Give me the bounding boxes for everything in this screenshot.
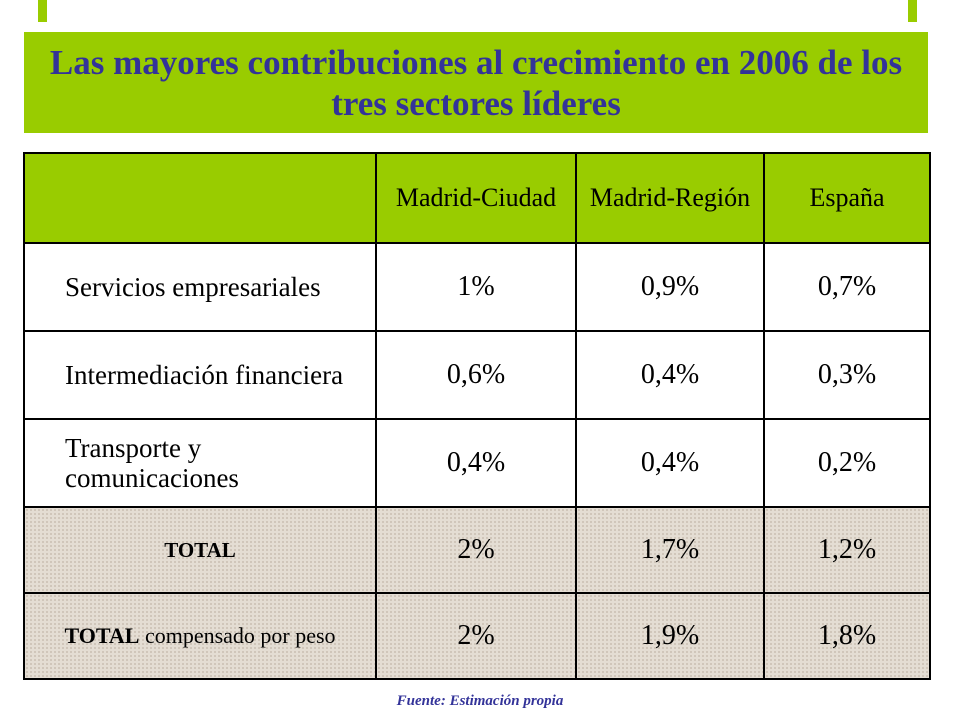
value-cell: 1% <box>376 243 576 331</box>
value-cell: 0,3% <box>764 331 930 419</box>
table-row <box>24 331 930 419</box>
header-madrid-region: Madrid-Región <box>576 153 764 243</box>
total-value-cell: 2% <box>376 593 576 679</box>
table-row <box>24 419 930 507</box>
row-label: Intermediación financiera <box>24 331 376 419</box>
total-label <box>24 507 376 593</box>
total-row <box>24 507 930 593</box>
decorative-bar-left <box>38 0 47 22</box>
value-cell: 0,4% <box>376 419 576 507</box>
value-cell: 0,6% <box>376 331 576 419</box>
weighted-total-row <box>24 593 930 679</box>
total-value-cell: 1,8% <box>764 593 930 679</box>
value-cell: 0,9% <box>576 243 764 331</box>
total-label-bold: TOTAL <box>164 538 236 562</box>
header-espana: España <box>764 153 930 243</box>
total-value-cell: 2% <box>376 507 576 593</box>
total-value-cell: 1,2% <box>764 507 930 593</box>
row-label: Transporte y comunicaciones <box>24 419 376 507</box>
decorative-bar-right <box>908 0 917 22</box>
table-header-row <box>24 153 930 243</box>
weighted-total-label <box>24 593 376 679</box>
title-banner <box>24 32 928 133</box>
weighted-total-label-bold: TOTAL <box>64 623 140 648</box>
table-row <box>24 243 930 331</box>
value-cell: 0,2% <box>764 419 930 507</box>
source-note: Fuente: Estimación propia <box>396 693 564 709</box>
weighted-total-label-rest: compensado por peso <box>139 623 336 648</box>
total-value-cell: 1,9% <box>576 593 764 679</box>
contributions-table <box>23 152 931 680</box>
header-madrid-ciudad: Madrid-Ciudad <box>376 153 576 243</box>
value-cell: 0,4% <box>576 331 764 419</box>
header-cell-empty <box>24 153 376 243</box>
value-cell: 0,7% <box>764 243 930 331</box>
slide-title: Las mayores contribuciones al crecimiento en 2006 de los tres sectores líderes <box>49 42 903 123</box>
total-value-cell: 1,7% <box>576 507 764 593</box>
value-cell: 0,4% <box>576 419 764 507</box>
row-label: Servicios empresariales <box>24 243 376 331</box>
